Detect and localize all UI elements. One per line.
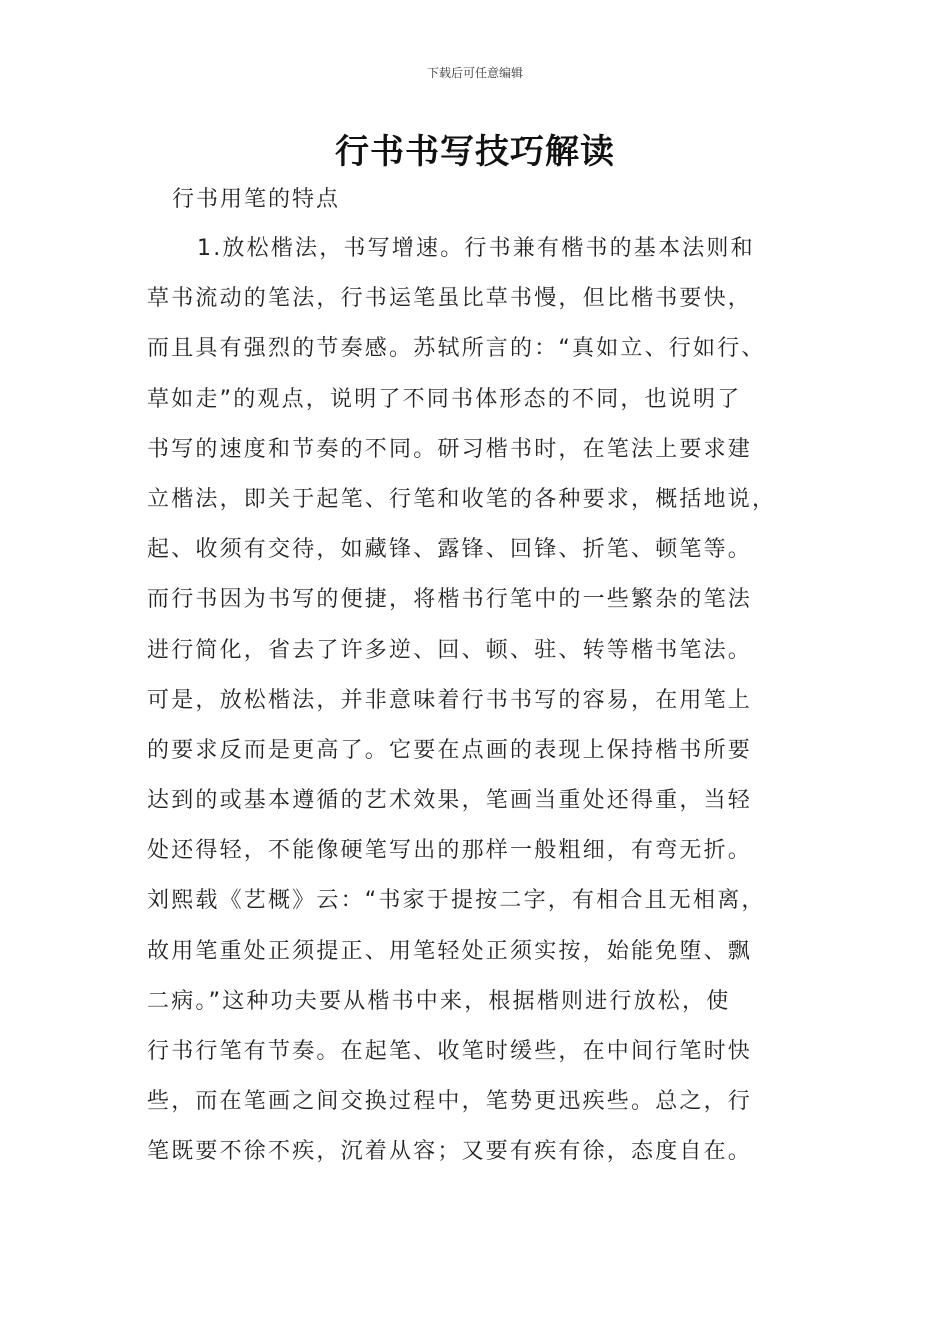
paragraph-line: 处还得轻，不能像硬笔写出的那样一般粗细，有弯无折。 [147, 838, 753, 864]
paragraph-line: 进行简化，省去了许多逆、回、顿、驻、转等楷书笔法。 [147, 637, 753, 663]
paragraph-line: 故用笔重处正须提正、用笔轻处正须实按，始能免堕、飘 [147, 938, 753, 964]
paragraph-line: 的要求反而是更高了。它要在点画的表现上保持楷书所要 [147, 737, 753, 763]
paragraph-line: 起、收须有交待，如藏锋、露锋、回锋、折笔、顿笔等。 [147, 537, 753, 563]
paragraph-line: 行书行笔有节奏。在起笔、收笔时缓些，在中间行笔时快 [147, 1039, 753, 1064]
paragraph-line: 二病。”这种功夫要从楷书中来，根据楷则进行放松，使 [147, 988, 731, 1014]
body-paragraph [147, 224, 807, 1178]
paragraph-line: 可是，放松楷法，并非意味着行书书写的容易，在用笔上 [147, 687, 753, 713]
paragraph-line: 刘熙载《艺概》云：“书家于提按二字，有相合且无相离， [147, 888, 766, 914]
paragraph-line: 1.放松楷法，书写增速。行书兼有楷书的基本法则和 [197, 236, 755, 261]
document-title: 行书书写技巧解读 [335, 132, 615, 172]
paragraph-line: 立楷法，即关于起笔、行笔和收笔的各种要求，概括地说， [147, 486, 777, 512]
paragraph-line: 草书流动的笔法，行书运笔虽比草书慢，但比楷书要快， [147, 286, 753, 312]
paragraph-line: 笔既要不徐不疾，沉着从容；又要有疾有徐，态度自在。 [147, 1139, 753, 1165]
paragraph-line: 些，而在笔画之间交换过程中，笔势更迅疾些。总之，行 [147, 1089, 753, 1115]
header-note: 下载后可任意编辑 [426, 66, 523, 80]
section-heading: 行书用笔的特点 [172, 187, 341, 212]
paragraph-line: 草如走”的观点，说明了不同书体形态的不同，也说明了 [147, 386, 742, 412]
paragraph-line: 达到的或基本遵循的艺术效果，笔画当重处还得重，当轻 [147, 788, 753, 814]
paragraph-line: 而且具有强烈的节奏感。苏轼所言的：“真如立、行如行、 [147, 336, 766, 362]
paragraph-line: 而行书因为书写的便捷，将楷书行笔中的一些繁杂的笔法 [147, 587, 753, 613]
paragraph-line: 书写的速度和节奏的不同。研习楷书时，在笔法上要求建 [147, 436, 753, 462]
